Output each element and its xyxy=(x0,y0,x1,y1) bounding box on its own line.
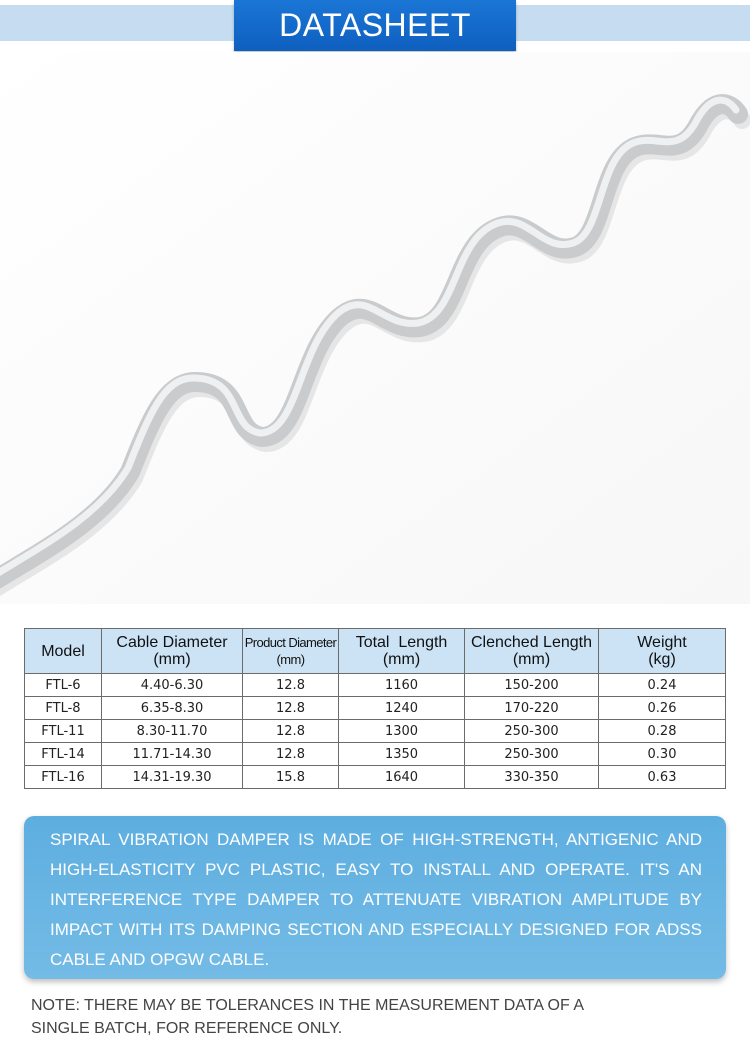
cell-product-diameter: 15.8 xyxy=(243,766,339,789)
cell-model: FTL-11 xyxy=(25,720,102,743)
column-header-clenched-length: Clenched Length (mm) xyxy=(465,629,599,674)
cell-cable-diameter: 14.31-19.30 xyxy=(102,766,243,789)
column-header-cable-diameter: Cable Diameter (mm) xyxy=(102,629,243,674)
table-row xyxy=(25,743,726,766)
cell-product-diameter: 12.8 xyxy=(243,674,339,697)
cell-clenched-length: 330-350 xyxy=(465,766,599,789)
spiral-damper-image xyxy=(0,52,750,604)
description-box xyxy=(24,816,726,979)
cell-clenched-length: 250-300 xyxy=(465,743,599,766)
product-photo xyxy=(0,52,750,604)
cell-cable-diameter: 4.40-6.30 xyxy=(102,674,243,697)
tolerance-note: NOTE: THERE MAY BE TOLERANCES IN THE MEASUREMENT DATA OF A SINGLE BATCH, FOR REFERENCE ONLY. xyxy=(31,997,584,1037)
cell-weight: 0.24 xyxy=(599,674,726,697)
cell-clenched-length: 250-300 xyxy=(465,720,599,743)
column-header-model: Model xyxy=(25,629,102,674)
spec-table xyxy=(24,628,726,789)
cell-product-diameter: 12.8 xyxy=(243,743,339,766)
page-title: DATASHEET xyxy=(234,0,516,51)
cell-total-length: 1300 xyxy=(339,720,465,743)
cell-weight: 0.26 xyxy=(599,697,726,720)
cell-model: FTL-16 xyxy=(25,766,102,789)
cell-total-length: 1640 xyxy=(339,766,465,789)
cell-total-length: 1240 xyxy=(339,697,465,720)
column-header-product-diameter: Product Diameter (mm) xyxy=(243,629,339,674)
column-header-weight: Weight (kg) xyxy=(599,629,726,674)
cell-model: FTL-14 xyxy=(25,743,102,766)
cell-clenched-length: 170-220 xyxy=(465,697,599,720)
table-row xyxy=(25,697,726,720)
table-row xyxy=(25,720,726,743)
column-header-total-length: Total Length (mm) xyxy=(339,629,465,674)
cell-weight: 0.63 xyxy=(599,766,726,789)
cell-cable-diameter: 6.35-8.30 xyxy=(102,697,243,720)
table-row xyxy=(25,766,726,789)
cell-total-length: 1160 xyxy=(339,674,465,697)
cell-model: FTL-8 xyxy=(25,697,102,720)
cell-clenched-length: 150-200 xyxy=(465,674,599,697)
cell-weight: 0.28 xyxy=(599,720,726,743)
cell-product-diameter: 12.8 xyxy=(243,720,339,743)
description-text: SPIRAL VIBRATION DAMPER IS MADE OF HIGH-STRENGTH, ANTIGENIC AND HIGH-ELASTICITY PVC PLASTIC, EASY TO INSTALL AND OPERATE. IT'S AN INTERFERENCE TYPE DAMPER TO ATTENUATE VIBRATION AMPLITUDE BY IMPACT WITH ITS DAMPING SECTION AND ESPECIALLY DESIGNED FOR ADSS CABLE AND OPGW CABLE. xyxy=(50,830,702,969)
cell-product-diameter: 12.8 xyxy=(243,697,339,720)
cell-total-length: 1350 xyxy=(339,743,465,766)
cell-cable-diameter: 11.71-14.30 xyxy=(102,743,243,766)
cell-weight: 0.30 xyxy=(599,743,726,766)
cell-model: FTL-6 xyxy=(25,674,102,697)
table-row xyxy=(25,674,726,697)
table-header-row xyxy=(25,629,726,674)
cell-cable-diameter: 8.30-11.70 xyxy=(102,720,243,743)
